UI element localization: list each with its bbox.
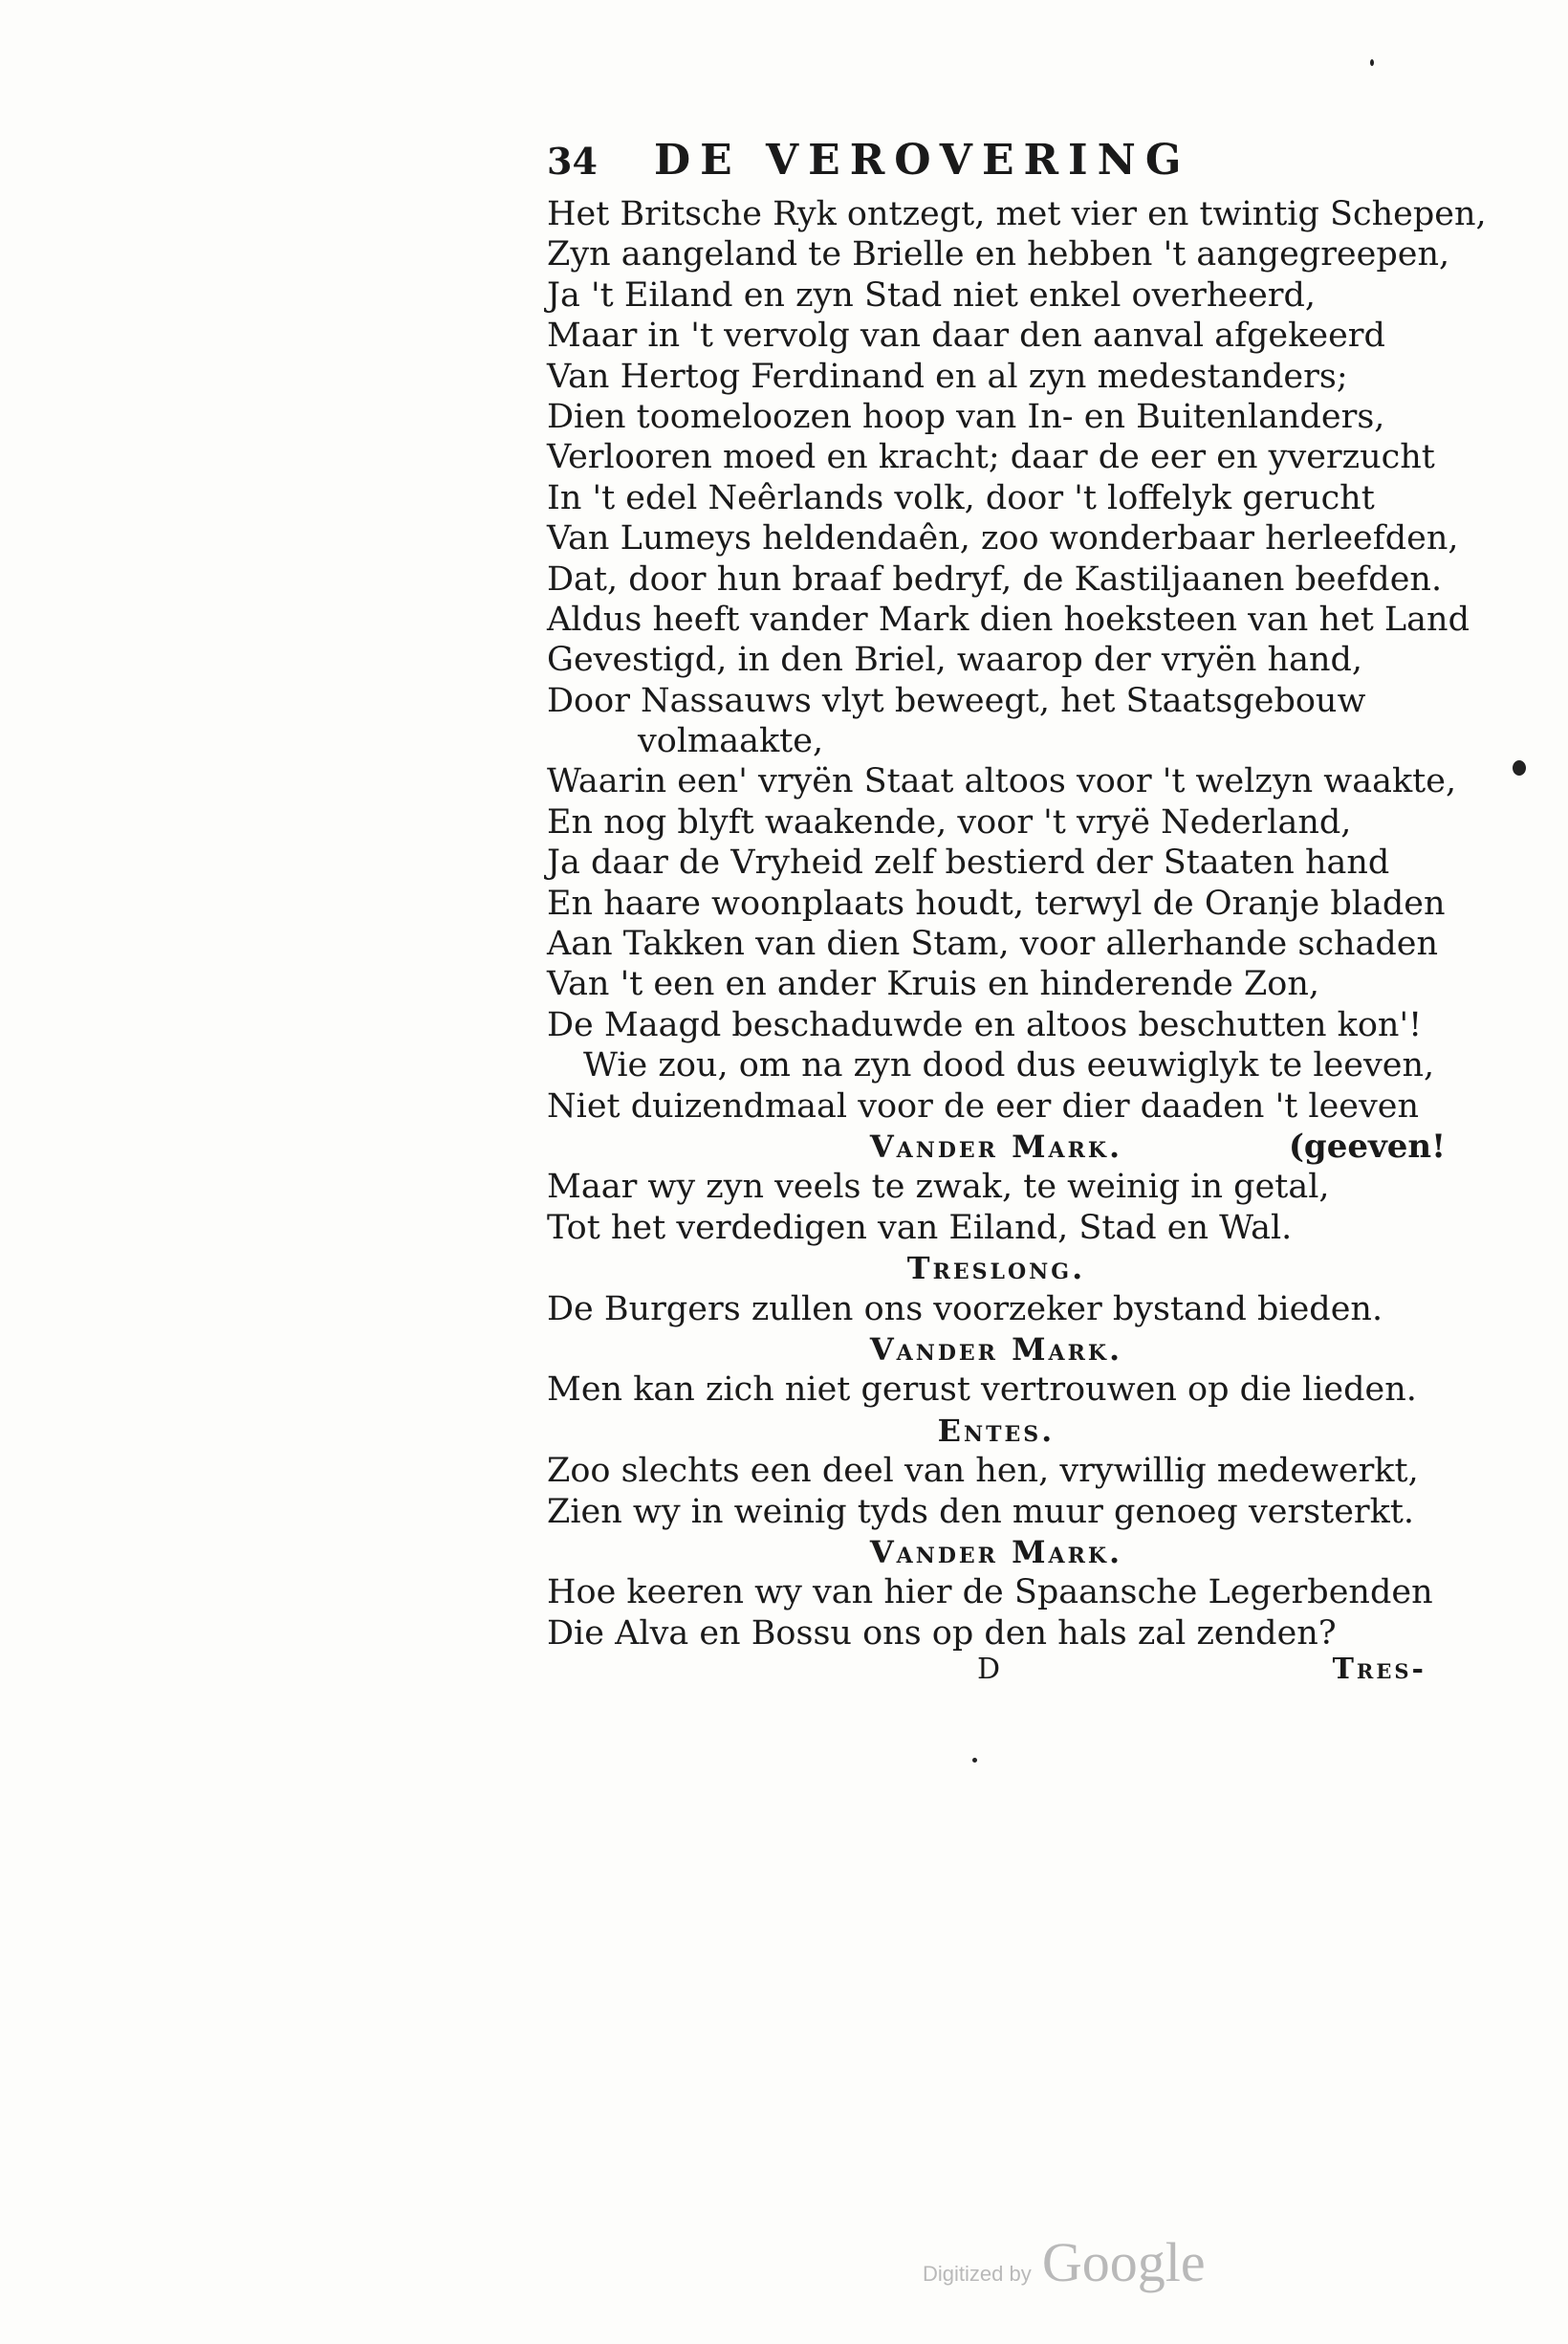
speaker-heading: Vander Mark.	[869, 1330, 1123, 1368]
verse-line: De Burgers zullen ons voorzeker bystand bieden.	[547, 1289, 1383, 1328]
verse-line: Van 't een en ander Kruis en hinderende Zon,	[547, 965, 1320, 1004]
ink-speck	[1370, 59, 1374, 66]
verse-line: Niet duizendmaal voor de eer dier daaden 't leeven	[547, 1086, 1420, 1126]
verse-line: Het Britsche Ryk ontzegt, met vier en twintig Schepen,	[547, 195, 1487, 233]
verse-line: Verlooren moed en kracht; daar de eer en yverzucht	[547, 438, 1435, 477]
verse-line: Die Alva en Bossu ons op den hals zal zenden?	[547, 1613, 1337, 1653]
verse-line: Van Hertog Ferdinand en al zyn medestanders;	[547, 357, 1348, 396]
page-footer	[547, 1653, 1446, 1691]
verse-line: Dat, door hun braaf bedryf, de Kastiljaanen beefden.	[547, 559, 1443, 599]
speaker-heading: Treslong.	[906, 1250, 1086, 1287]
verse-line: Tot het verdedigen van Eiland, Stad en Wal.	[547, 1208, 1293, 1247]
verse-line: Men kan zich niet gerust vertrouwen op die lieden.	[547, 1370, 1417, 1410]
verse-line: Door Nassauws vlyt beweegt, het Staatsgebouw	[547, 681, 1366, 720]
verse-line: Wie zou, om na zyn dood dus eeuwiglyk te leeven,	[583, 1046, 1435, 1085]
verse-line: Aldus heeft vander Mark dien hoeksteen van het Land	[547, 600, 1470, 639]
verse-line: Zoo slechts een deel van hen, vrywillig medewerkt,	[547, 1452, 1419, 1491]
catchword: Tres-	[1332, 1653, 1426, 1686]
google-logo: Google	[1041, 2231, 1206, 2293]
verse-line: Aan Takken van dien Stam, voor allerhande schaden	[547, 925, 1439, 964]
speaker-heading: Vander Mark.	[869, 1533, 1123, 1570]
verse-line: De Maagd beschaduwde en altoos beschutten kon'!	[547, 1005, 1423, 1044]
running-head	[547, 136, 1446, 189]
ink-speck	[1513, 760, 1526, 776]
page-number: 34	[547, 140, 598, 183]
signature-mark: D	[977, 1653, 1001, 1686]
verse-line: En nog blyft waakende, voor 't vryë Nederland,	[547, 802, 1352, 842]
ink-speck	[972, 1758, 977, 1763]
digitized-watermark	[923, 2230, 1206, 2293]
verse-text	[547, 194, 1487, 1654]
verse-line: Zien wy in weinig tyds den muur genoeg versterkt.	[547, 1492, 1415, 1531]
running-title: DE VEROVERING	[654, 136, 1191, 185]
verse-line: Gevestigd, in den Briel, waarop der vryën hand,	[547, 641, 1363, 680]
verse-line: En haare woonplaats houdt, terwyl de Oranje bladen	[547, 884, 1446, 923]
verse-line: Zyn aangeland te Brielle en hebben 't aangegreepen,	[547, 235, 1450, 274]
verse-line: Ja 't Eiland en zyn Stad niet enkel overheerd,	[547, 275, 1317, 315]
verse-line: Maar wy zyn veels te zwak, te weinig in getal,	[547, 1168, 1330, 1207]
verse-line: Ja daar de Vryheid zelf bestierd der Staaten hand	[547, 843, 1390, 883]
speaker-heading: Entes.	[937, 1412, 1056, 1449]
speaker-name: Vander Mark.	[869, 1128, 1123, 1165]
verse-line: In 't edel Neêrlands volk, door 't loffelyk gerucht	[547, 478, 1375, 517]
speaker-heading	[547, 1127, 1446, 1167]
line-overflow: (geeven!	[1288, 1127, 1446, 1166]
verse-line: volmaakte,	[638, 722, 824, 761]
verse-line: Maar in 't vervolg van daar den aanval afgekeerd	[547, 317, 1385, 356]
verse-line: Waarin een' vryën Staat altoos voor 't welzyn waakte,	[547, 762, 1457, 801]
digitized-by-text: Digitized by	[923, 2262, 1032, 2286]
verse-line: Van Lumeys heldendaên, zoo wonderbaar herleefden,	[547, 519, 1459, 559]
verse-line: Hoe keeren wy van hier de Spaansche Legerbenden	[547, 1573, 1433, 1612]
verse-line: Dien toomeloozen hoop van In- en Buitenlanders,	[547, 397, 1385, 436]
